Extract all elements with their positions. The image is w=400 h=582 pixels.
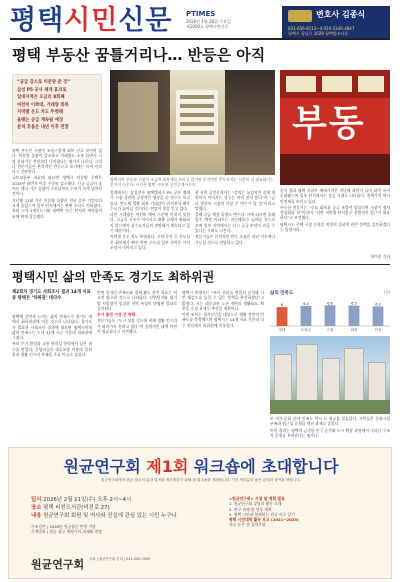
summary-line: 여전히 이쁘대, 거래량 회복 — [17, 102, 69, 108]
chart-bar — [373, 307, 384, 326]
realestate-sign-photo[interactable]: 부동 — [280, 70, 390, 185]
ad-intro: 원균연구회에서 원균 장군의 삶과 업적을 재조명하기 위해 첫 워크숍을 개최합니다. 시민 여러분의 많은 관심과 참여를 바랍니다. — [101, 478, 301, 482]
chart-bar — [277, 307, 288, 326]
lead-column-4: 분석 결과 평택 아파트 매매가격은 지난해 하반기 들어 하락 폭이 둔화됐으며 일부 단지에서는 상승 거래도 나타났다. 전세가격 역시 안정세를 보이고 있다. 부동산 전문가는 “수요 회복과 공급 조절이 맞물리면 시장이 점차 정상화될 것”이라며 “다만 지역별·단지별로 선별적인 접근이 필요하다”고 조언했다. 평택시도 주택 시장 동향을 면밀히 살피며 관련 정책을 검토하겠다는 입장이다. — [280, 188, 390, 233]
dateline: 2026년 1월 28일 수요일 제1000호 평택시민신문 — [186, 19, 231, 29]
lead-column-1: 평택 부동산 시장이 조심스럽게 회복 신호 보이며 있다. 미분양 물량이 감소하고 거래량도 소폭 늘면서 시장 분위기는 작년보다 나아졌다는 평가가 나온다. 그러나 전문가들은 본격적인 반등으로 보기에는 아직 이르다고 진단한다. 국토교통부 자료에 따르면 평택시 미분양 주택은 2025년 하반기 이후 꾸준히 감소했다. 신규 공급이 줄어든 데다 기존 물량이 소진되면서 수치가 크게 낮아진 것이다. 지난해 12월 기준 미분양 물량은 전년 같은 기간보다 크게 줄었으며 일부 단지에서는 완판 소식도 잇따랐다. 특히 고덕국제신도시와 평택역 인근 단지의 계약률이 눈에 띄게 상승했다. — [12, 148, 102, 219]
lawyer-name: 변호사 김종식 — [316, 10, 366, 19]
chart-title: 삶의 만족도 — [270, 291, 294, 296]
second-headline[interactable]: 평택시민 삶의 만족도 경기도 최하위권 — [12, 270, 215, 284]
lead-photo[interactable] — [110, 70, 275, 175]
lead-byline: 한미선 기자 — [370, 254, 390, 259]
second-column-3: 평택시 관계자는 “조사 결과를 면밀히 분석해 시민 체감도를 높일 수 있는 정책을 추진하겠다”고 밝혔다. 시는 대중교통 노선 개편과 생활SOC 확충을 중점 과제로 추진할 계획이다. 이번 조사는 경기도민을 대상으로 생활 전반의 만족도를 측정했으며 평택시는 14개 지표 가운데 다수 항목에서 하위권에 머물렀다. — [182, 290, 264, 328]
summary-line: “공급 감소로 미분양 준 것” — [17, 80, 71, 85]
lead-summary-box — [12, 74, 102, 144]
chart-value-label: 6.6 — [327, 301, 333, 306]
lawyer-ad[interactable] — [282, 6, 390, 40]
lead-headline[interactable]: 평택 부동산 꿈틀거리나… 반등은 아직 — [12, 46, 266, 64]
summary-line: 지역별 온도 차도 뚜렷해 — [17, 110, 63, 115]
chart-category-label: 화성 — [350, 328, 358, 332]
section-divider — [10, 264, 390, 265]
workshop-ad[interactable] — [8, 447, 392, 579]
chart-bar — [325, 305, 336, 326]
chart-category-label: 안성 — [374, 328, 382, 332]
chart-value-label: 6.4 — [303, 301, 309, 306]
masthead-divider — [10, 38, 390, 40]
chart-value-label: 6.2 — [375, 302, 381, 307]
ad-lectures: 기조강연 | 2026년 원균장군 탄생 기념 주제발표 | 원균 장군 재평가의 과제와 전망 — [31, 524, 102, 535]
law-firm-logo-icon — [288, 10, 312, 22]
ad-contact: 주최 | 원균연구회 문의 | 031-000-0000 — [89, 557, 151, 561]
chart-plot — [270, 298, 390, 334]
second-column-2: 반면 일자리 만족도와 경제 활동 관련 지표는 비교적 양호한 것으로 나타났다. 산업단지와 대기업 사업장이 밀집한 지역 특성이 반영된 결과로 풀이된다. 주거 불만 가장 큰 평택 전문가들은 “도시 성장 속도에 비해 생활 인프라가 따라가지 못하고 있다”며 종합적인 대책 마련이 필요하다고 지적했다. — [97, 290, 177, 335]
lead-column-3: 한 지역 공인중개사는 “문의는 늘었지만 실제 계약까지 이어지는 경우는 아직 많지 않다”며 “금리 방향이 시장의 가장 큰 변수가 될 것”이라고 말했다. 올해 공급 예정 물량도 변수다. 시에 따르면 올해 입주 예정 아파트는 지난해보다 늘어날 것으로 보여 일부 지역에서는 다시 공급 부담이 커질 수 있다는 우려도 나온다. 전문가들은 본격적인 반등 흐름은 내년 이후에나 가능할 것으로 전망하고 있다. — [195, 190, 275, 245]
edition-label: PTIMES — [186, 10, 216, 18]
chart-category-label: 수원 — [326, 328, 334, 332]
ad-title: 원균연구회 제1회 워크숍에 초대합니다 — [63, 457, 339, 476]
chart-bar — [301, 306, 312, 326]
ad-brand: 원균연구회 — [31, 558, 85, 571]
chart-unit: (점) — [383, 290, 390, 294]
second-column-1: 평택에 살면서 느끼는 삶의 만족도가 경기도 내에서 최하위권에 머문 것으로 나타났다. 경기도가 발표한 사회조사 결과에 따르면 평택시민의 삶의 만족도는 도내 31개 시군 가운데 하위권에 그쳤다. 특히 주거 환경과 교통 편의성 항목에서 낮은 점수를 받았다. 응답자들은 대중교통 이용의 불편함과 생활 인프라 부족을 주요 이유로 꼽았다. — [12, 314, 92, 358]
lead-column-2: 업계에서는 삼성전자 평택캠퍼스 P5 공사 재개가 시장 심리에 긍정적인 영향을 준 것으로 보고 있다. 반도체 업황 회복 기대감이 커지면서 배후 수요가 늘어날 것이라는 전망이 힘을 얻고 있다. 다만 거래량은 여전히 예년 수준에 미치지 못한다. 고금리 기조가 이어지고 대출 규제가 완화되지 않으면서 실수요자들의 관망세가 계속되고 있기 때문이다. 지역별 온도 차도 뚜렷하다. 고덕·동삭 등 신도심은 회복세가 빠른 반면 구도심 일부 지역은 가격 조정이 이어지고 있다. — [110, 190, 190, 250]
lead-photo-caption: 평택지역 부동산 시장이 조금씩 회복세를 보이고 있지만 본격적인 반등까지는 시간이 더 필요하다는 분석이 나온다. 사진은 평택 시내 한 공인중개사무소. — [110, 177, 274, 187]
chart-category-label: 평택 — [278, 328, 286, 332]
chart-bar — [349, 306, 360, 326]
second-column-4: 또 여가·문화 분야 만족도 역시 도 평균을 밑돌았다. 시민들은 문화시설 부족과 접근성 문제를 개선 과제로 꼽았다. 이번 결과는 평택의 급격한 인구 증가와 도시 확장 과정에서 나타난 구조적 문제를 보여준다는 평가다. — [270, 416, 390, 438]
summary-line: 올해는 공급 계속될 예정 — [17, 117, 63, 123]
chart-value-label: 6.5 — [351, 301, 357, 306]
second-subheadline: 제2회차 경기도 사회조사 결과 14개 지표 중 평택은 ‘하위권’ 대다수 — [12, 290, 91, 301]
masthead — [10, 6, 390, 36]
summary-line: 삼성 P5 공사 재개 효과로 — [17, 87, 67, 93]
apartment-photo[interactable] — [270, 336, 390, 414]
summary-line: 일대지역은 오금리 8회째 — [17, 95, 65, 100]
summary-line: 분석 흐름은 내년 이후 전망 — [17, 125, 69, 130]
newspaper-logo[interactable]: 평택시민신문 — [10, 5, 173, 36]
ad-info: 일시 2026년 2월 11일(수) 오후 2시~4시 장소 평택 비전도서관(비전로 27) 내용 원균연구회 회원 및 역사와 진실에 관심 있는 시민 누구나 — [31, 497, 177, 519]
lawyer-contact: 031-656-8113~4 010-5346-4847 평택시 평남로 1029 평택법조타운 — [288, 26, 355, 36]
chart-category-label: 도평균 — [300, 328, 312, 332]
chart-value-label: 6 — [280, 303, 284, 308]
ad-program: <원균연구회> 사업 및 계획 발표 1. 원균연구회 창립과 활동 소개 2. 연구 과제 및 향후 계획 3. 평택 시민과 함께하는 원균 바로 알기 평택 시민대학 활동 보고 (2021~2025) 자유 토론 및 질의응답 — [229, 496, 299, 528]
